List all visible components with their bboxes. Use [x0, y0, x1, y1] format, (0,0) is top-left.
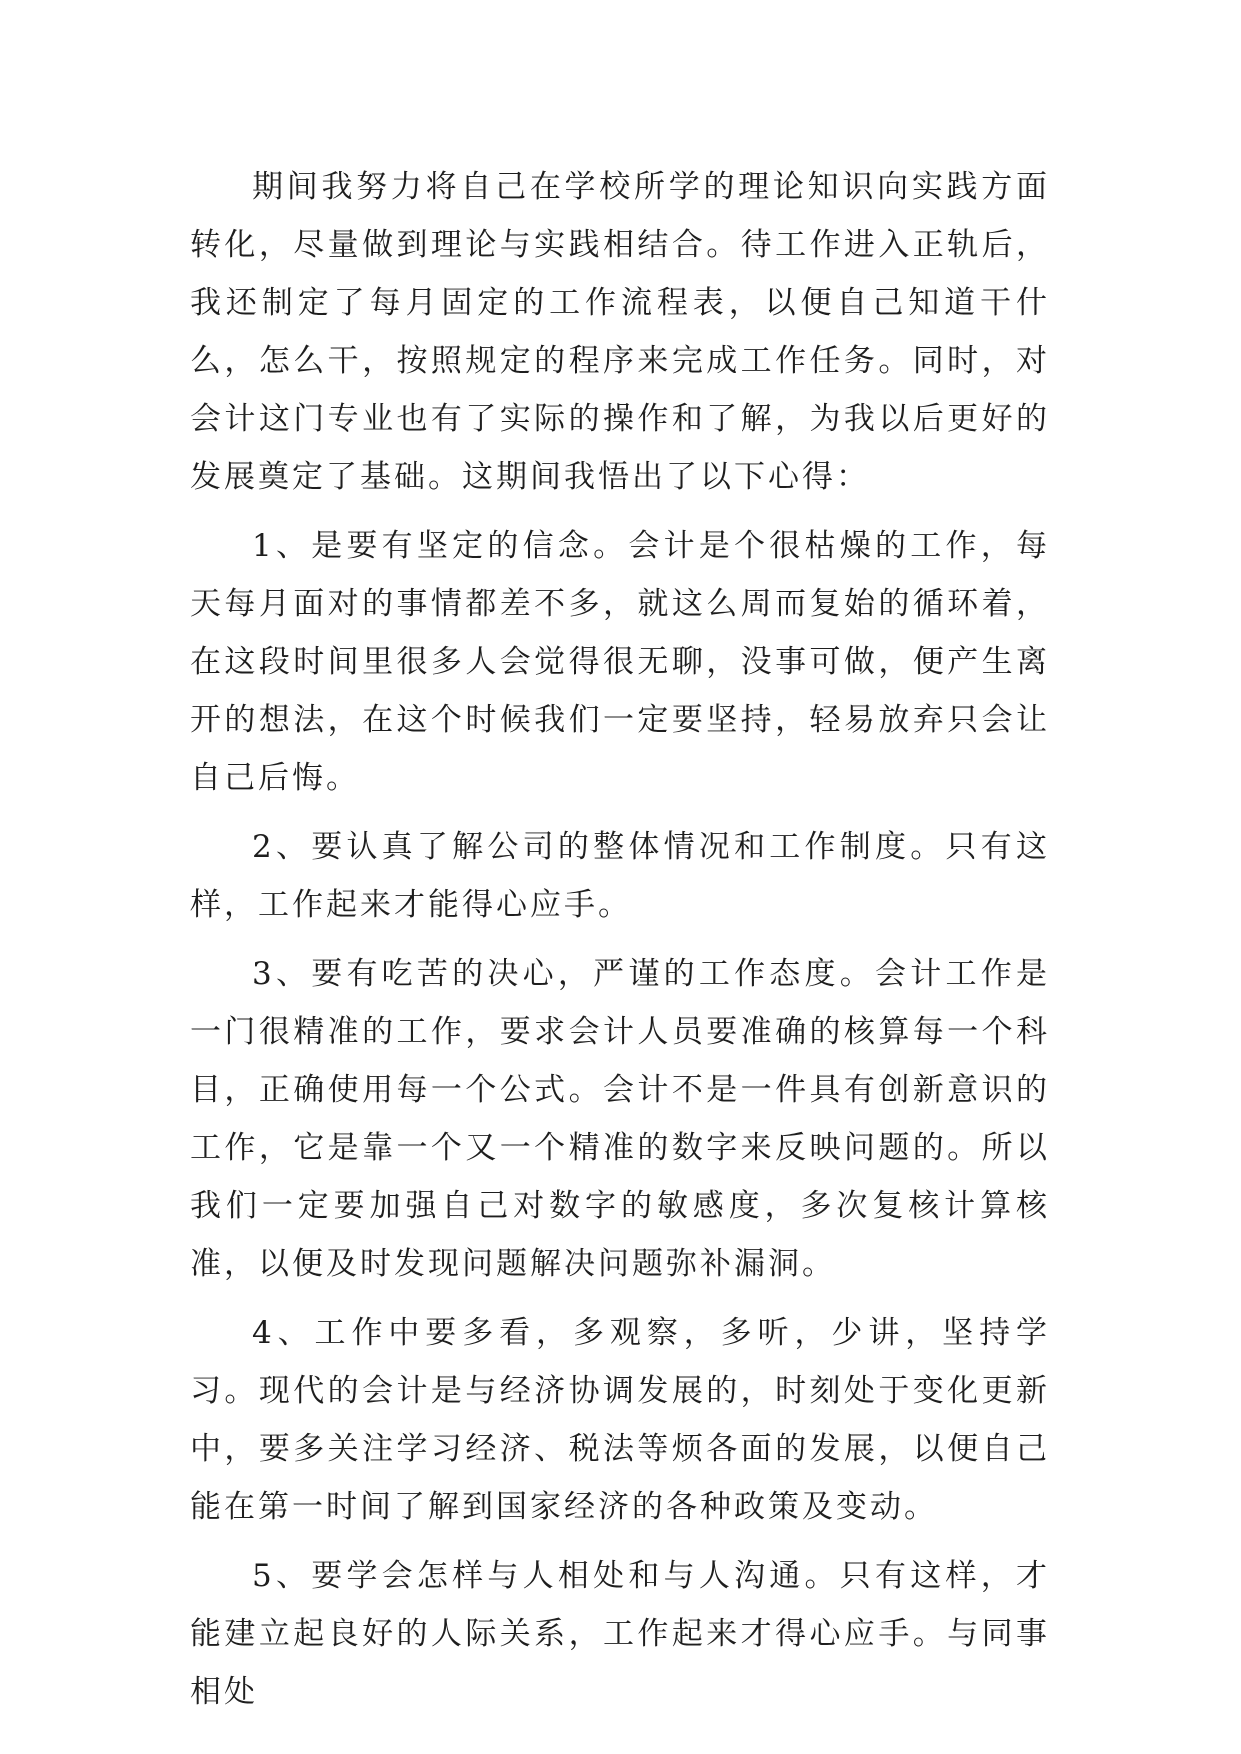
document-body — [190, 158, 1050, 1721]
paragraph-intro: 期间我努力将自己在学校所学的理论知识向实践方面转化，尽量做到理论与实践相结合。待工作进入正轨后，我还制定了每月固定的工作流程表，以便自己知道干什么，怎么干，按照规定的程序来完成工作任务。同时，对会计这门专业也有了实际的操作和了解，为我以后更好的发展奠定了基础。这期间我悟出了以下心得： — [190, 169, 1050, 495]
paragraph-point-1: 1、是要有坚定的信念。会计是个很枯燥的工作，每天每月面对的事情都差不多，就这么周而复始的循环着，在这段时间里很多人会觉得很无聊，没事可做，便产生离开的想法，在这个时候我们一定要坚持，轻易放弃只会让自己后悔。 — [190, 528, 1050, 796]
paragraph-point-3: 3、要有吃苦的决心，严谨的工作态度。会计工作是一门很精准的工作，要求会计人员要准确的核算每一个科目，正确使用每一个公式。会计不是一件具有创新意识的工作，它是靠一个又一个精准的数字来反映问题的。所以我们一定要加强自己对数字的敏感度，多次复核计算核准，以便及时发现问题解决问题弥补漏洞。 — [190, 956, 1050, 1282]
paragraph-point-5: 5、要学会怎样与人相处和与人沟通。只有这样，才能建立起良好的人际关系，工作起来才得心应手。与同事相处 — [190, 1558, 1050, 1710]
paragraph-point-2: 2、要认真了解公司的整体情况和工作制度。只有这样，工作起来才能得心应手。 — [190, 829, 1050, 923]
paragraph-point-4: 4、工作中要多看，多观察，多听，少讲，坚持学习。现代的会计是与经济协调发展的，时刻处于变化更新中，要多关注学习经济、税法等烦各面的发展，以便自己能在第一时间了解到国家经济的各种政策及变动。 — [190, 1315, 1050, 1525]
